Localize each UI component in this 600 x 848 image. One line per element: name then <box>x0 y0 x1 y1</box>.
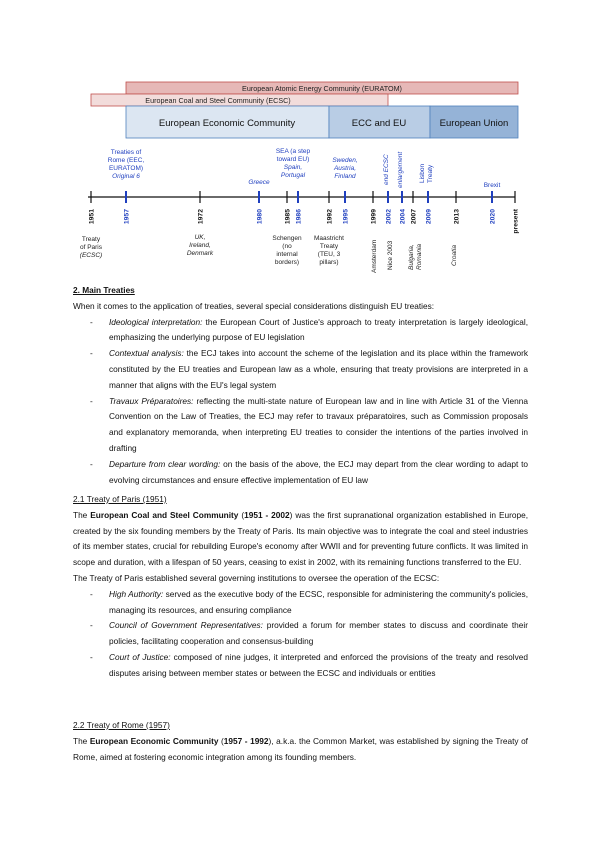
list-item: - Court of Justice: composed of nine judges, it interpreted and enforced the provisions of the treaty and resolved disputes arising between member states or between the ECSC and individuals or entities <box>90 651 528 678</box>
list-item: - Ideological interpretation: the European Court of Justice's approach to treaty interpretation is largely ideological, emphasizing the underlying purpose of EU legislation <box>90 316 528 343</box>
schengen-label <box>272 235 302 266</box>
timeline-year-label: 1951 <box>88 209 96 225</box>
timeline-year-label: 2007 <box>410 209 418 225</box>
list-item: - High Authority: served as the executive body of the ECSC, responsible for administering the community's policies, managing its resources, and ensuring compliance <box>90 588 529 615</box>
timeline-year-label: 2020 <box>489 209 497 225</box>
eec-bar-label: European Economic Community <box>158 118 296 129</box>
timeline-year-label: 1972 <box>197 209 205 225</box>
sweden-label-line: Sweden, <box>332 157 358 164</box>
maastricht-label-line: pillars) <box>319 259 339 266</box>
paris-label-line: of Paris <box>79 244 103 251</box>
timeline-year-label: 1986 <box>295 209 303 225</box>
timeline-year-label: 1980 <box>256 209 264 225</box>
timeline-year-label: 2002 <box>385 209 393 225</box>
uk-label-line: Ireland, <box>189 242 211 249</box>
sweden-label-line: Austria, <box>333 165 357 172</box>
enlargement-label: enlargement <box>397 151 404 188</box>
uk-label <box>187 234 214 257</box>
eu-bar-label: European Union <box>439 118 509 129</box>
maastricht-label-line: (TEU, 3 <box>317 251 341 258</box>
list-item: - Contextual analysis: the ECJ takes into account the scheme of the legislation and its place within the framework constituted by the EU treaties and European law as a whole, ensuring that treaty provisions are interpreted in a manner that aligns with the EU's legal system <box>90 348 528 390</box>
list-item: - Travaux Préparatoires: reflecting the multi-state nature of European law and in line with Article 31 of the Vienna Convention on the Law of Treaties, the ECJ may refer to travaux préparatoires, such as Commission proposals and explanatory memoranda, when interpreting EU treaties to consider the intentions of the parties involved in drafting <box>90 395 528 453</box>
paris-heading: 2.1 Treaty of Paris (1951) <box>73 494 167 504</box>
timeline-year-label: 1957 <box>123 209 131 225</box>
sea-label-line: Portugal <box>280 172 306 179</box>
timeline-year-label: 1992 <box>326 209 334 225</box>
timeline-year-label: present <box>512 209 520 234</box>
rome-heading: 2.2 Treaty of Rome (1957) <box>73 720 170 730</box>
bulgaria-label-line: Bulgaria, <box>408 244 415 270</box>
paris-label <box>80 236 103 259</box>
timeline-year-label: 1999 <box>370 209 378 225</box>
brexit-label: Brexit <box>483 182 501 189</box>
schengen-label-line: borders) <box>274 259 300 266</box>
schengen-label-line: internal <box>276 251 298 258</box>
paris-institutions-list <box>73 587 528 682</box>
sweden-label-line: Finland <box>334 173 356 180</box>
paris-label-line: (ECSC) <box>79 252 103 259</box>
rome-paragraph: The European Economic Community (1957 - 1992), a.k.a. the Common Market, was established by signing the Treaty of Rome, aimed at fostering economic integration among its founding members. <box>73 735 528 762</box>
uk-label-line: UK, <box>194 234 206 241</box>
nice-label: Nice 2003 <box>387 240 394 270</box>
ecc-eu-bar-label: ECC and EU <box>351 118 407 129</box>
timeline-year-label: 2013 <box>453 209 461 225</box>
paris-label-line: Treaty <box>81 236 101 243</box>
lisbon-label-line: Lisbon <box>419 163 426 183</box>
amsterdam-label: Amsterdam <box>371 239 378 273</box>
croatia-label: Croatia <box>451 245 458 266</box>
sea-label <box>276 148 311 179</box>
uk-label-line: Denmark <box>186 250 214 257</box>
ecsc-end-label: end ECSC <box>383 154 390 185</box>
timeline-year-label: 2009 <box>425 209 433 225</box>
greece-label: Greece <box>248 179 270 186</box>
rome-label-line: Original 6 <box>112 173 140 180</box>
sea-label-line: toward EU) <box>276 156 310 163</box>
main-treaties-section <box>73 283 528 488</box>
lisbon-label-line: Treaty <box>427 164 434 183</box>
timeline-year-label: 1995 <box>342 209 350 225</box>
sea-label-line: Spain, <box>283 164 303 171</box>
rome-label-line: Rome (EEC, <box>107 157 145 164</box>
sea-label-line: SEA (a step <box>275 148 311 155</box>
main-treaties-intro: When it comes to the application of treaties, several special considerations distinguish EU treaties: <box>73 300 435 311</box>
euratom-bar-label: European Atomic Energy Community (EURATOM) <box>242 84 402 93</box>
rome-label-line: Treaties of <box>110 149 142 156</box>
timeline-year-label: 1985 <box>284 209 292 225</box>
sweden-label <box>332 157 357 180</box>
list-item: - Council of Government Representatives: provided a forum for member states to discuss and coordinate their policies, facilitating cooperation and consensus-building <box>90 620 528 647</box>
eu-timeline-figure <box>0 0 600 290</box>
list-item: - Departure from clear wording: on the basis of the above, the ECJ may depart from the clear wording to adapt to evolving circumstances and ensure effective implementation of EU law <box>90 458 529 485</box>
ecsc-bar-label: European Coal and Steel Community (ECSC) <box>145 96 291 105</box>
paris-institutions-intro: The Treaty of Paris established several governing institutions to oversee the operation of the ECSC: <box>73 572 440 583</box>
rome-section <box>73 718 528 765</box>
main-treaties-list <box>73 315 528 489</box>
schengen-label-line: Schengen <box>272 235 302 242</box>
schengen-label-line: (no <box>282 243 292 250</box>
maastricht-label <box>314 235 344 266</box>
paris-section <box>73 492 528 682</box>
rome-label-line: EURATOM) <box>108 165 144 172</box>
maastricht-label-line: Treaty <box>319 243 339 250</box>
maastricht-label-line: Maastricht <box>314 235 344 242</box>
main-treaties-heading: 2. Main Treaties <box>73 285 135 295</box>
rome-label <box>108 149 145 180</box>
timeline-year-label: 2004 <box>399 209 407 225</box>
paris-paragraph: The European Coal and Steel Community (1951 - 2002) was the first supranational organization established in Europe, created by the six founding members by the Treaty of Paris. Its main objective was to integrate the coal and steel industries of its member states, crucial for rebuilding Europe's economy after WWII and for preventing future conflicts. It was limited in scope and duration, with a lifespan of 50 years, ceasing to exist in 2002, with its remaining functions transferred to the EU. <box>73 509 529 568</box>
bulgaria-label-line: Romania <box>416 243 423 270</box>
